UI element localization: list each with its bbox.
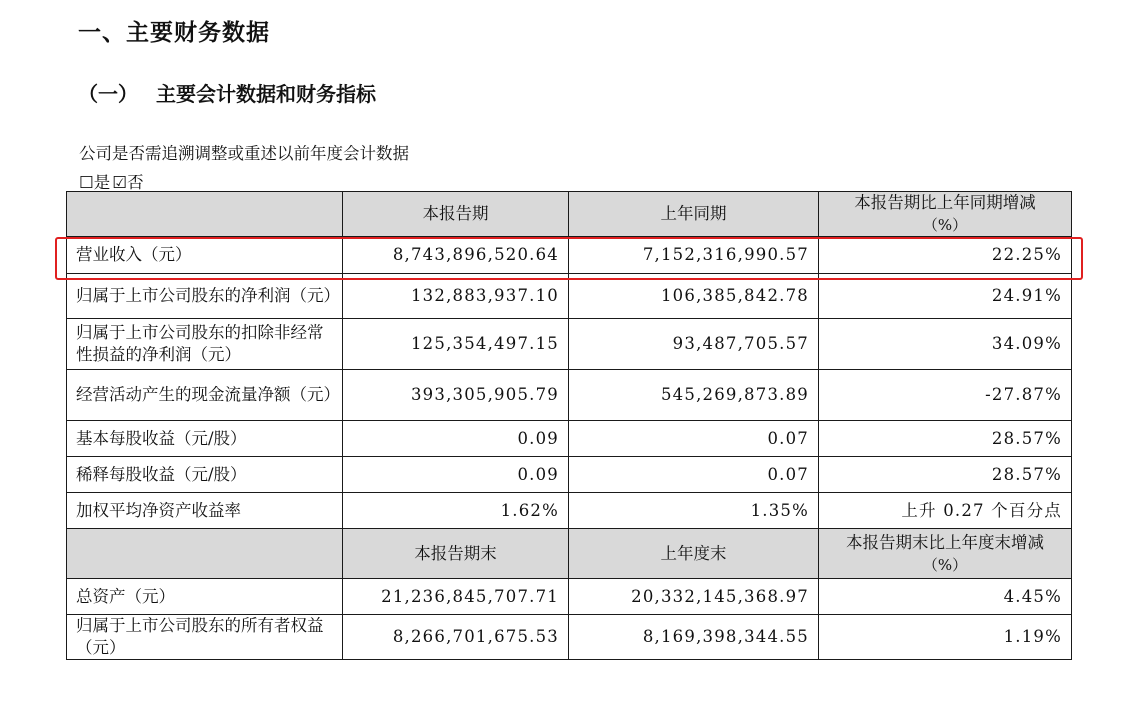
row-change: 1.19%	[819, 615, 1072, 660]
table-row	[67, 370, 1072, 421]
table-row	[67, 237, 1072, 274]
row-change: 28.57%	[819, 421, 1072, 457]
table-header-row-2	[67, 529, 1072, 579]
row-label: 加权平均净资产收益率	[67, 493, 343, 529]
restatement-question: 公司是否需追溯调整或重述以前年度会计数据	[79, 144, 409, 163]
row-previous: 93,487,705.57	[569, 319, 819, 370]
header2-change-line2: （%）	[922, 555, 968, 574]
row-previous: 106,385,842.78	[569, 274, 819, 319]
table-row	[67, 493, 1072, 529]
row-previous: 7,152,316,990.57	[569, 237, 819, 274]
row-current: 0.09	[343, 457, 569, 493]
row-current: 393,305,905.79	[343, 370, 569, 421]
section-heading: 一、主要财务数据	[78, 20, 270, 46]
option-no-checkbox: ☑否	[112, 173, 144, 192]
row-change: 28.57%	[819, 457, 1072, 493]
row-current: 8,743,896,520.64	[343, 237, 569, 274]
header-change-line2: （%）	[922, 216, 968, 234]
header-current-period: 本报告期	[343, 192, 569, 237]
row-change: -27.87%	[819, 370, 1072, 421]
option-yes-checkbox: ☐是	[79, 173, 111, 192]
row-previous: 8,169,398,344.55	[569, 615, 819, 660]
header2-change-pct	[819, 529, 1072, 579]
table-row	[67, 421, 1072, 457]
row-current: 1.62%	[343, 493, 569, 529]
header2-blank-cell	[67, 529, 343, 579]
table-header-row	[67, 192, 1072, 237]
row-previous: 20,332,145,368.97	[569, 579, 819, 615]
subsection-heading	[78, 78, 376, 107]
row-current: 125,354,497.15	[343, 319, 569, 370]
row-change: 22.25%	[819, 237, 1072, 274]
header2-change-line1: 本报告期末比上年度末增减	[846, 532, 1044, 552]
restatement-options	[79, 169, 146, 193]
row-previous: 0.07	[569, 421, 819, 457]
header-change-pct	[819, 192, 1072, 237]
row-current: 21,236,845,707.71	[343, 579, 569, 615]
header-period-end: 本报告期末	[343, 529, 569, 579]
table-row	[67, 457, 1072, 493]
row-label: 归属于上市公司股东的扣除非经常性损益的净利润（元）	[67, 319, 343, 370]
row-change: 4.45%	[819, 579, 1072, 615]
row-change: 34.09%	[819, 319, 1072, 370]
table-row	[67, 319, 1072, 370]
header-previous-period: 上年同期	[569, 192, 819, 237]
row-previous: 545,269,873.89	[569, 370, 819, 421]
row-label: 总资产（元）	[67, 579, 343, 615]
row-label: 归属于上市公司股东的所有者权益（元）	[67, 615, 343, 660]
row-label: 基本每股收益（元/股）	[67, 421, 343, 457]
header-change-line1: 本报告期比上年同期增减	[854, 193, 1036, 212]
row-label: 经营活动产生的现金流量净额（元）	[67, 370, 343, 421]
subsection-number: （一）	[78, 82, 138, 106]
row-label: 营业收入（元）	[67, 237, 343, 274]
row-change: 上升 0.27 个百分点	[819, 493, 1072, 529]
row-current: 132,883,937.10	[343, 274, 569, 319]
row-label: 归属于上市公司股东的净利润（元）	[67, 274, 343, 319]
header-blank-cell	[67, 192, 343, 237]
row-current: 0.09	[343, 421, 569, 457]
financial-data-table	[66, 191, 1072, 660]
header-previous-year-end: 上年度末	[569, 529, 819, 579]
table-row	[67, 615, 1072, 660]
subsection-title: 主要会计数据和财务指标	[156, 82, 376, 106]
row-change: 24.91%	[819, 274, 1072, 319]
table-row	[67, 274, 1072, 319]
row-previous: 0.07	[569, 457, 819, 493]
row-label: 稀释每股收益（元/股）	[67, 457, 343, 493]
row-previous: 1.35%	[569, 493, 819, 529]
table-row	[67, 579, 1072, 615]
row-current: 8,266,701,675.53	[343, 615, 569, 660]
